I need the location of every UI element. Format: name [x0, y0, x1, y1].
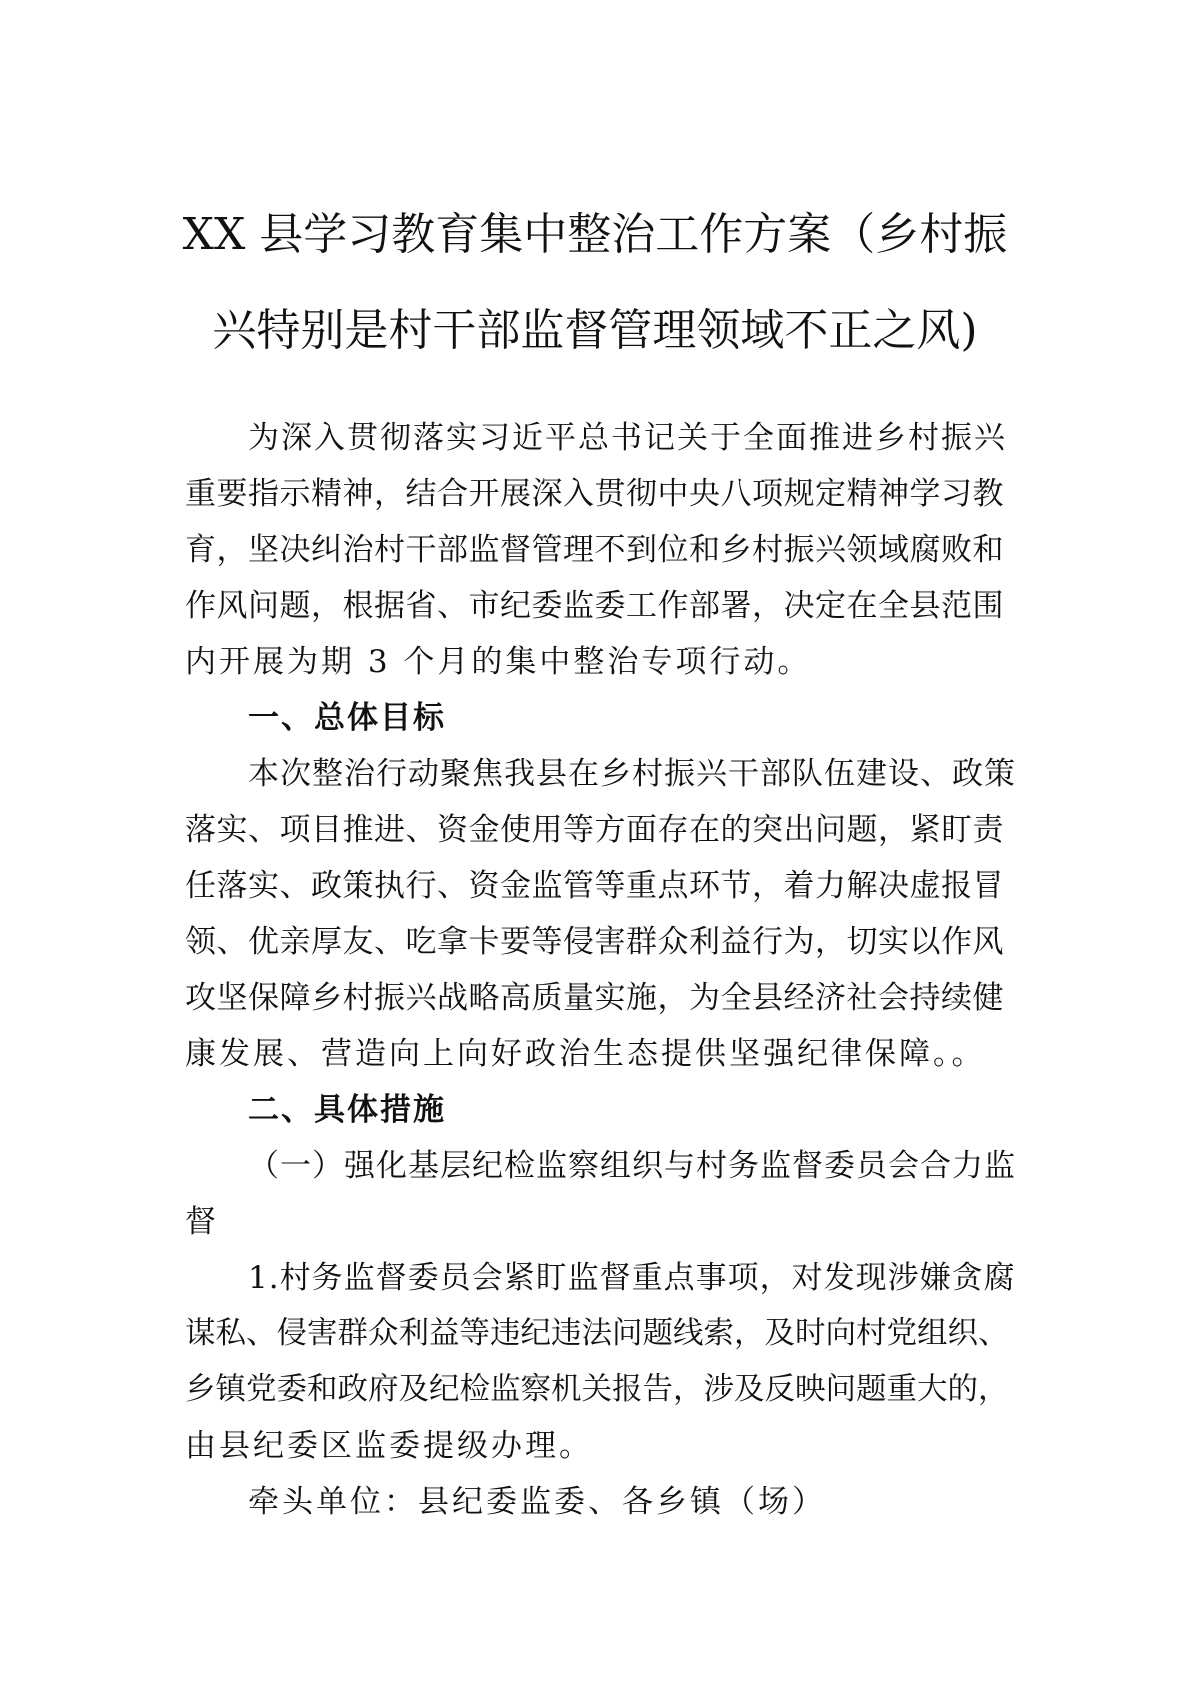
body-line: （一）强化基层纪检监察组织与村务监督委员会合力监: [248, 1148, 1016, 1184]
document-body: [185, 410, 1015, 1530]
body-line: 重要指示精神，结合开展深入贯彻中央八项规定精神学习教: [185, 476, 1004, 512]
body-line: 1.村务监督委员会紧盯监督重点事项，对发现涉嫌贪腐: [248, 1260, 1016, 1296]
body-line: 乡镇党委和政府及纪检监察机关报告，涉及反映问题重大的，: [185, 1372, 1009, 1407]
body-line: 攻坚保障乡村振兴战略高质量实施，为全县经济社会持续健: [185, 980, 1004, 1016]
section-heading: 二、具体措施: [248, 1092, 446, 1128]
document-title: [150, 187, 1040, 379]
body-line: 作风问题，根据省、市纪委监委工作部署，决定在全县范围: [185, 588, 1004, 624]
body-line: 育，坚决纠治村干部监督管理不到位和乡村振兴领域腐败和: [185, 532, 1004, 568]
body-line: 内开展为期 3 个月的集中整治专项行动。: [185, 644, 812, 680]
body-line: 由县纪委区监委提级办理。: [185, 1428, 593, 1464]
body-line: 本次整治行动聚焦我县在乡村振兴干部队伍建设、政策: [248, 756, 1016, 792]
body-line: 领、优亲厚友、吃拿卡要等侵害群众利益行为，切实以作风: [185, 924, 1004, 960]
body-line: 牵头单位：县纪委监委、各乡镇（场）: [248, 1484, 826, 1520]
title-line-2: 兴特别是村干部监督管理领域不正之风): [212, 305, 978, 356]
body-line: 任落实、政策执行、资金监管等重点环节，着力解决虚报冒: [185, 868, 1004, 904]
body-line: 康发展、营造向上向好政治生态提供坚强纪律保障。。: [185, 1036, 986, 1072]
body-line: 落实、项目推进、资金使用等方面存在的突出问题，紧盯责: [185, 812, 1004, 848]
section-heading: 一、总体目标: [248, 700, 446, 736]
body-line: 谋私、侵害群众利益等违纪违法问题线索，及时向村党组织、: [185, 1316, 1009, 1351]
body-line: 为深入贯彻落实习近平总书记关于全面推进乡村振兴: [248, 420, 1007, 456]
body-line: 督: [185, 1204, 219, 1240]
title-line-1: XX 县学习教育集中整治工作方案（乡村振: [182, 209, 1008, 260]
